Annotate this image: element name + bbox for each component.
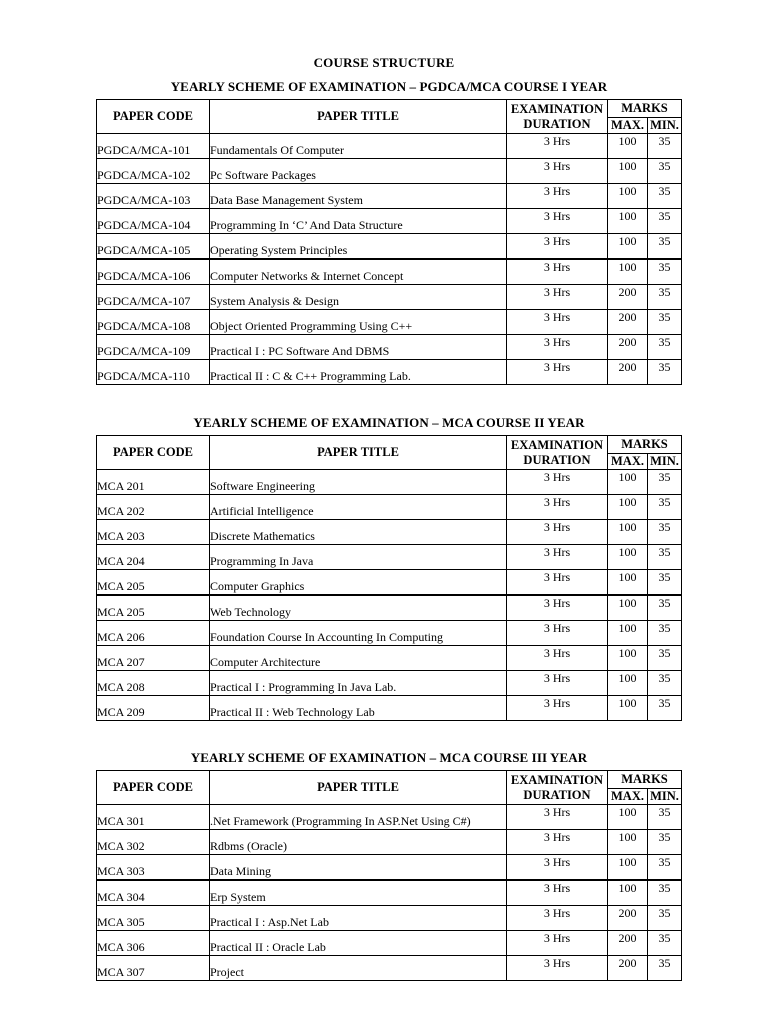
paper-code-cell: MCA 203 <box>97 520 210 545</box>
paper-code-cell: PGDCA/MCA-103 <box>97 184 210 209</box>
header-marks: MARKS <box>608 436 682 454</box>
header-min: MIN. <box>648 789 682 805</box>
min-marks-cell: 35 <box>648 310 682 335</box>
duration-cell: 3 Hrs <box>507 696 608 721</box>
table-row <box>97 234 682 260</box>
duration-cell: 3 Hrs <box>507 310 608 335</box>
paper-code-cell: PGDCA/MCA-108 <box>97 310 210 335</box>
max-marks-cell: 100 <box>608 621 648 646</box>
duration-cell: 3 Hrs <box>507 830 608 855</box>
paper-title-cell: Practical I : Programming In Java Lab. <box>210 671 507 696</box>
paper-title-cell: Practical I : Asp.Net Lab <box>210 906 507 931</box>
header-exam-line1: EXAMINATION <box>510 101 604 116</box>
max-marks-cell: 200 <box>608 335 648 360</box>
paper-title-cell: .Net Framework (Programming In ASP.Net Using C#) <box>210 805 507 830</box>
duration-cell: 3 Hrs <box>507 335 608 360</box>
min-marks-cell: 35 <box>648 285 682 310</box>
paper-title-cell: Computer Architecture <box>210 646 507 671</box>
table-row <box>97 931 682 956</box>
duration-cell: 3 Hrs <box>507 646 608 671</box>
duration-cell: 3 Hrs <box>507 931 608 956</box>
min-marks-cell: 35 <box>648 159 682 184</box>
header-paper-code: PAPER CODE <box>97 436 210 470</box>
max-marks-cell: 200 <box>608 360 648 385</box>
table-row <box>97 671 682 696</box>
paper-code-cell: MCA 301 <box>97 805 210 830</box>
paper-title-cell: Practical II : Oracle Lab <box>210 931 507 956</box>
max-marks-cell: 100 <box>608 159 648 184</box>
min-marks-cell: 35 <box>648 906 682 931</box>
section-title-year-1: YEARLY SCHEME OF EXAMINATION – PGDCA/MCA COURSE I YEAR <box>170 79 608 94</box>
paper-title-cell: Programming In Java <box>210 545 507 570</box>
max-marks-cell: 100 <box>608 545 648 570</box>
table-row <box>97 134 682 159</box>
duration-cell: 3 Hrs <box>507 906 608 931</box>
table-row <box>97 545 682 570</box>
table-row <box>97 621 682 646</box>
duration-cell: 3 Hrs <box>507 285 608 310</box>
table-row <box>97 595 682 621</box>
table-row <box>97 805 682 830</box>
header-max: MAX. <box>608 789 648 805</box>
max-marks-cell: 200 <box>608 931 648 956</box>
paper-code-cell: PGDCA/MCA-109 <box>97 335 210 360</box>
paper-title-cell: Computer Networks & Internet Concept <box>210 259 507 285</box>
header-paper-title: PAPER TITLE <box>210 771 507 805</box>
duration-cell: 3 Hrs <box>507 595 608 621</box>
header-exam-line2: DURATION <box>523 787 591 802</box>
table-row <box>97 570 682 596</box>
max-marks-cell: 100 <box>608 570 648 596</box>
paper-title-cell: Operating System Principles <box>210 234 507 260</box>
max-marks-cell: 100 <box>608 595 648 621</box>
min-marks-cell: 35 <box>648 621 682 646</box>
max-marks-cell: 100 <box>608 880 648 906</box>
table-row <box>97 209 682 234</box>
paper-title-cell: Erp System <box>210 880 507 906</box>
header-exam-line1: EXAMINATION <box>510 437 604 452</box>
paper-code-cell: MCA 202 <box>97 495 210 520</box>
paper-code-cell: MCA 205 <box>97 570 210 596</box>
exam-table-year-3 <box>96 770 682 981</box>
table-row <box>97 184 682 209</box>
max-marks-cell: 100 <box>608 671 648 696</box>
paper-code-cell: MCA 208 <box>97 671 210 696</box>
paper-title-cell: Software Engineering <box>210 470 507 495</box>
duration-cell: 3 Hrs <box>507 621 608 646</box>
duration-cell: 3 Hrs <box>507 545 608 570</box>
paper-code-cell: MCA 306 <box>97 931 210 956</box>
paper-code-cell: MCA 303 <box>97 855 210 881</box>
paper-title-cell: Programming In ‘C’ And Data Structure <box>210 209 507 234</box>
paper-title-cell: Foundation Course In Accounting In Computing <box>210 621 507 646</box>
table-row <box>97 880 682 906</box>
table-row <box>97 335 682 360</box>
table-row <box>97 310 682 335</box>
min-marks-cell: 35 <box>648 335 682 360</box>
duration-cell: 3 Hrs <box>507 855 608 881</box>
max-marks-cell: 100 <box>608 259 648 285</box>
max-marks-cell: 200 <box>608 956 648 981</box>
table-row <box>97 696 682 721</box>
duration-cell: 3 Hrs <box>507 234 608 260</box>
min-marks-cell: 35 <box>648 209 682 234</box>
min-marks-cell: 35 <box>648 805 682 830</box>
duration-cell: 3 Hrs <box>507 134 608 159</box>
paper-code-cell: MCA 204 <box>97 545 210 570</box>
max-marks-cell: 200 <box>608 285 648 310</box>
min-marks-cell: 35 <box>648 495 682 520</box>
duration-cell: 3 Hrs <box>507 570 608 596</box>
paper-code-cell: PGDCA/MCA-106 <box>97 259 210 285</box>
duration-cell: 3 Hrs <box>507 259 608 285</box>
min-marks-cell: 35 <box>648 696 682 721</box>
min-marks-cell: 35 <box>648 360 682 385</box>
header-exam-line2: DURATION <box>523 116 591 131</box>
min-marks-cell: 35 <box>648 259 682 285</box>
min-marks-cell: 35 <box>648 956 682 981</box>
table-row <box>97 159 682 184</box>
min-marks-cell: 35 <box>648 234 682 260</box>
duration-cell: 3 Hrs <box>507 209 608 234</box>
table-row <box>97 520 682 545</box>
paper-title-cell: Artificial Intelligence <box>210 495 507 520</box>
table-row <box>97 855 682 881</box>
table-row <box>97 830 682 855</box>
paper-title-cell: Data Mining <box>210 855 507 881</box>
paper-title-cell: Practical II : Web Technology Lab <box>210 696 507 721</box>
max-marks-cell: 100 <box>608 495 648 520</box>
max-marks-cell: 100 <box>608 696 648 721</box>
header-marks: MARKS <box>608 771 682 789</box>
paper-title-cell: Rdbms (Oracle) <box>210 830 507 855</box>
header-paper-code: PAPER CODE <box>97 100 210 134</box>
paper-code-cell: PGDCA/MCA-107 <box>97 285 210 310</box>
duration-cell: 3 Hrs <box>507 520 608 545</box>
duration-cell: 3 Hrs <box>507 360 608 385</box>
paper-title-cell: Discrete Mathematics <box>210 520 507 545</box>
header-paper-code: PAPER CODE <box>97 771 210 805</box>
header-paper-title: PAPER TITLE <box>210 436 507 470</box>
min-marks-cell: 35 <box>648 931 682 956</box>
max-marks-cell: 100 <box>608 209 648 234</box>
table-row <box>97 495 682 520</box>
max-marks-cell: 100 <box>608 646 648 671</box>
paper-title-cell: System Analysis & Design <box>210 285 507 310</box>
max-marks-cell: 100 <box>608 184 648 209</box>
min-marks-cell: 35 <box>648 855 682 881</box>
max-marks-cell: 100 <box>608 520 648 545</box>
header-paper-title: PAPER TITLE <box>210 100 507 134</box>
paper-title-cell: Pc Software Packages <box>210 159 507 184</box>
paper-code-cell: MCA 307 <box>97 956 210 981</box>
paper-title-cell: Computer Graphics <box>210 570 507 596</box>
header-min: MIN. <box>648 118 682 134</box>
table-row <box>97 470 682 495</box>
max-marks-cell: 100 <box>608 855 648 881</box>
header-exam-line1: EXAMINATION <box>510 772 604 787</box>
paper-code-cell: PGDCA/MCA-101 <box>97 134 210 159</box>
min-marks-cell: 35 <box>648 671 682 696</box>
exam-table-year-2 <box>96 435 682 721</box>
paper-code-cell: PGDCA/MCA-110 <box>97 360 210 385</box>
header-exam-duration <box>507 436 608 470</box>
max-marks-cell: 100 <box>608 470 648 495</box>
max-marks-cell: 200 <box>608 310 648 335</box>
paper-code-cell: PGDCA/MCA-102 <box>97 159 210 184</box>
table-row <box>97 360 682 385</box>
paper-title-cell: Practical I : PC Software And DBMS <box>210 335 507 360</box>
header-exam-line2: DURATION <box>523 452 591 467</box>
duration-cell: 3 Hrs <box>507 159 608 184</box>
duration-cell: 3 Hrs <box>507 470 608 495</box>
paper-code-cell: MCA 207 <box>97 646 210 671</box>
table-row <box>97 646 682 671</box>
header-min: MIN. <box>648 454 682 470</box>
max-marks-cell: 100 <box>608 134 648 159</box>
table-row <box>97 259 682 285</box>
min-marks-cell: 35 <box>648 830 682 855</box>
paper-code-cell: MCA 201 <box>97 470 210 495</box>
duration-cell: 3 Hrs <box>507 805 608 830</box>
paper-title-cell: Fundamentals Of Computer <box>210 134 507 159</box>
min-marks-cell: 35 <box>648 545 682 570</box>
duration-cell: 3 Hrs <box>507 495 608 520</box>
paper-title-cell: Object Oriented Programming Using C++ <box>210 310 507 335</box>
paper-code-cell: PGDCA/MCA-105 <box>97 234 210 260</box>
min-marks-cell: 35 <box>648 570 682 596</box>
min-marks-cell: 35 <box>648 646 682 671</box>
paper-code-cell: MCA 209 <box>97 696 210 721</box>
paper-code-cell: PGDCA/MCA-104 <box>97 209 210 234</box>
section-title-year-2: YEARLY SCHEME OF EXAMINATION – MCA COURSE II YEAR <box>193 415 585 430</box>
table-row <box>97 906 682 931</box>
paper-code-cell: MCA 304 <box>97 880 210 906</box>
paper-code-cell: MCA 305 <box>97 906 210 931</box>
max-marks-cell: 200 <box>608 906 648 931</box>
paper-title-cell: Practical II : C & C++ Programming Lab. <box>210 360 507 385</box>
paper-code-cell: MCA 205 <box>97 595 210 621</box>
duration-cell: 3 Hrs <box>507 956 608 981</box>
header-max: MAX. <box>608 454 648 470</box>
paper-title-cell: Project <box>210 956 507 981</box>
paper-code-cell: MCA 302 <box>97 830 210 855</box>
exam-table-year-1 <box>96 99 682 385</box>
min-marks-cell: 35 <box>648 595 682 621</box>
paper-code-cell: MCA 206 <box>97 621 210 646</box>
max-marks-cell: 100 <box>608 805 648 830</box>
page-title: COURSE STRUCTURE <box>313 55 455 70</box>
min-marks-cell: 35 <box>648 184 682 209</box>
duration-cell: 3 Hrs <box>507 184 608 209</box>
header-exam-duration <box>507 100 608 134</box>
min-marks-cell: 35 <box>648 880 682 906</box>
max-marks-cell: 100 <box>608 830 648 855</box>
min-marks-cell: 35 <box>648 470 682 495</box>
min-marks-cell: 35 <box>648 134 682 159</box>
section-title-year-3: YEARLY SCHEME OF EXAMINATION – MCA COURSE III YEAR <box>190 750 588 765</box>
header-exam-duration <box>507 771 608 805</box>
table-row <box>97 956 682 981</box>
duration-cell: 3 Hrs <box>507 880 608 906</box>
paper-title-cell: Web Technology <box>210 595 507 621</box>
duration-cell: 3 Hrs <box>507 671 608 696</box>
header-max: MAX. <box>608 118 648 134</box>
min-marks-cell: 35 <box>648 520 682 545</box>
max-marks-cell: 100 <box>608 234 648 260</box>
table-row <box>97 285 682 310</box>
header-marks: MARKS <box>608 100 682 118</box>
paper-title-cell: Data Base Management System <box>210 184 507 209</box>
